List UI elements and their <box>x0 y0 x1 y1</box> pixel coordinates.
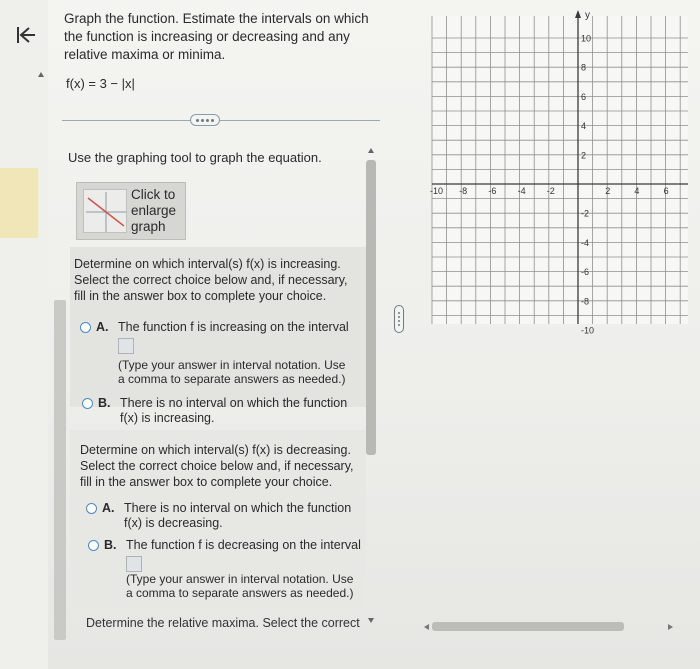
scroll-up-icon[interactable] <box>368 148 374 153</box>
decreasing-option-a-letter: A. <box>102 501 115 515</box>
y-tick-label: 10 <box>581 33 592 44</box>
right-pane-scroll-thumb[interactable] <box>432 622 624 631</box>
dot-icon <box>211 119 214 122</box>
dot-icon <box>398 320 400 322</box>
increasing-prompt <box>74 256 348 304</box>
rail-highlight <box>0 168 38 238</box>
decreasing-prompt <box>80 442 354 490</box>
y-tick-label: -6 <box>581 267 590 278</box>
y-tick-label: 6 <box>581 91 587 102</box>
dot-icon <box>206 119 209 122</box>
increasing-option-b-radio[interactable] <box>82 398 93 409</box>
y-tick-label: 4 <box>581 121 587 132</box>
decreasing-prompt-line-2: Select the correct choice below and, if necessary, <box>80 459 354 473</box>
increasing-option-a-label[interactable]: The function f is increasing on the interval <box>118 320 349 334</box>
x-tick-label: -8 <box>459 186 468 196</box>
x-tick-label: -2 <box>546 186 555 196</box>
decreasing-prompt-line-3: fill in the answer box to complete your choice. <box>80 475 333 489</box>
decreasing-option-a-line-1: There is no interval on which the function <box>124 501 352 515</box>
enlarge-graph-label <box>131 187 176 235</box>
y-axis-label: y <box>585 10 590 21</box>
dot-icon <box>398 324 400 326</box>
y-tick-label: 8 <box>581 62 587 73</box>
dot-icon <box>398 316 400 318</box>
x-tick-label: -4 <box>517 186 526 196</box>
increasing-hint-line-2: a comma to separate answers as needed.) <box>118 372 346 386</box>
y-tick-label: -2 <box>581 208 590 219</box>
increasing-hint-line-1: (Type your answer in interval notation. Use <box>118 358 346 372</box>
relative-maxima-prompt: Determine the relative maxima. Select the correct <box>86 616 360 630</box>
more-options-button[interactable] <box>190 114 220 126</box>
graph-instruction: Use the graphing tool to graph the equation. <box>68 150 322 165</box>
increasing-prompt-line-1: Determine on which interval(s) f(x) is increasing. <box>74 257 341 271</box>
increasing-option-b-label[interactable] <box>120 396 347 426</box>
enlarge-line-2: enlarge <box>131 203 177 218</box>
enlarge-line-1: Click to <box>131 187 176 202</box>
question-text: Graph the function. Estimate the intervals on which the function is increasing or decreasing and any relative maxima or minima. <box>64 11 369 62</box>
increasing-option-b-line-2: f(x) is increasing. <box>120 411 215 425</box>
section-divider <box>62 120 380 121</box>
back-button[interactable] <box>12 22 40 48</box>
increasing-option-a-hint <box>118 358 345 386</box>
graph-thumbnail <box>83 189 127 233</box>
left-scroll-bar[interactable] <box>54 300 66 640</box>
decreasing-option-b-radio[interactable] <box>88 540 99 551</box>
increasing-prompt-line-3: fill in the answer box to complete your choice. <box>74 289 327 303</box>
dot-icon <box>398 312 400 314</box>
x-tick-label: 6 <box>663 186 669 196</box>
dot-icon <box>196 119 199 122</box>
y-tick-label: -10 <box>581 325 595 336</box>
back-to-start-icon <box>15 24 37 46</box>
increasing-option-a-radio[interactable] <box>80 322 91 333</box>
increasing-option-b-line-1: There is no interval on which the function <box>120 396 348 410</box>
increasing-option-b-letter: B. <box>98 396 111 410</box>
decreasing-option-b-letter: B. <box>104 538 117 552</box>
left-rail <box>0 0 48 669</box>
collapse-caret-icon[interactable] <box>38 72 44 77</box>
left-pane-scroll-thumb[interactable] <box>366 160 376 455</box>
decreasing-option-b-label[interactable]: The function f is decreasing on the interval <box>126 538 361 552</box>
scroll-left-icon[interactable] <box>424 624 429 630</box>
y-axis-arrow-icon <box>575 10 581 18</box>
grid-background <box>432 16 688 324</box>
increasing-interval-answer-box[interactable] <box>118 338 134 354</box>
enlarge-line-3: graph <box>131 219 166 234</box>
enlarge-graph-button[interactable] <box>76 182 186 240</box>
y-tick-label: 2 <box>581 150 587 161</box>
decreasing-prompt-line-1: Determine on which interval(s) f(x) is decreasing. <box>80 443 351 457</box>
x-tick-label: 2 <box>605 186 611 196</box>
dot-icon <box>201 119 204 122</box>
increasing-prompt-line-2: Select the correct choice below and, if necessary, <box>74 273 348 287</box>
y-tick-label: -4 <box>581 237 590 248</box>
increasing-option-a-letter: A. <box>96 320 109 334</box>
decreasing-interval-answer-box[interactable] <box>126 556 142 572</box>
decreasing-option-b-hint <box>126 572 353 600</box>
decreasing-option-a-label[interactable] <box>124 501 351 531</box>
y-tick-label: -8 <box>581 296 590 307</box>
graph-thumbnail-icon <box>84 190 128 234</box>
x-tick-label: 4 <box>634 186 640 196</box>
function-expression: f(x) = 3 − |x| <box>66 76 135 91</box>
scroll-down-icon[interactable] <box>368 618 374 623</box>
x-tick-label: -10 <box>430 186 444 196</box>
decreasing-option-a-radio[interactable] <box>86 503 97 514</box>
pane-resize-handle[interactable] <box>394 305 404 333</box>
x-tick-label: -6 <box>488 186 497 196</box>
scroll-right-icon[interactable] <box>668 624 673 630</box>
decreasing-option-a-line-2: f(x) is decreasing. <box>124 516 223 530</box>
coordinate-grid[interactable] <box>430 6 692 336</box>
decreasing-hint-line-2: a comma to separate answers as needed.) <box>126 586 354 600</box>
decreasing-hint-line-1: (Type your answer in interval notation. Use <box>126 572 354 586</box>
